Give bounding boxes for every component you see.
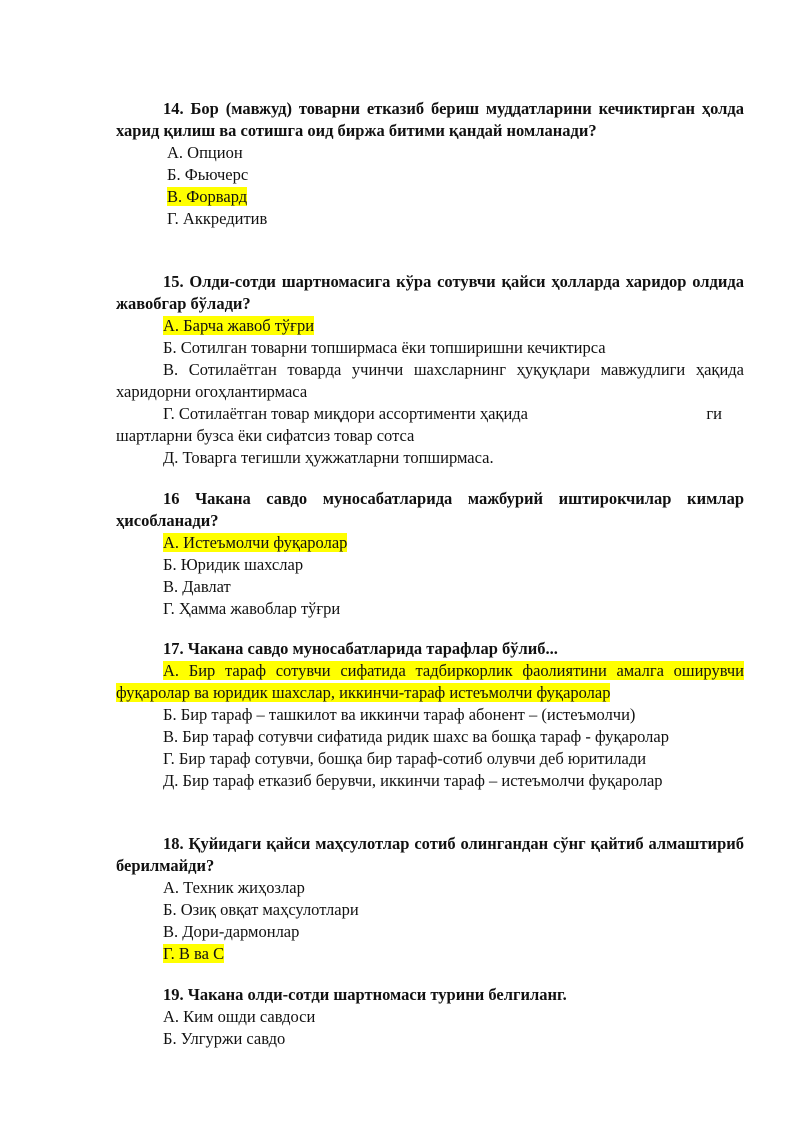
question-14-text: 14. Бор (мавжуд) товарни етказиб бериш муддатларини кечиктирган ҳолда харид қилиш ва сотишга оид биржа битими қандай номланади? (116, 99, 744, 140)
question-15 (116, 271, 744, 469)
question-18-option-d (116, 943, 744, 965)
question-15-text: 15. Олди-сотди шартномасига кўра сотувчи қайси ҳолларда харидор олдида жавобгар бўлади? (116, 272, 744, 313)
highlighted-answer: В. Форвард (167, 187, 248, 206)
highlighted-answer: А. Бир тараф сотувчи сифатида тадбиркорлик фаолиятини амалга оширувчи фуқаролар ва юридик шахслар, иккинчи-тараф истеъмолчи фуқаролар (116, 661, 744, 702)
question-19-option-b: Б. Улгуржи савдо (163, 1029, 286, 1048)
question-15-option-b: Б. Сотилган товарни топширмаса ёки топширишни кечиктирса (163, 338, 606, 357)
question-17-text: 17. Чакана савдо муносабатларида тарафлар бўлиб... (163, 639, 558, 658)
highlighted-answer: Г. В ва С (163, 944, 225, 963)
question-18-option-a: А. Техник жиҳозлар (163, 878, 305, 897)
question-16-option-c: В. Давлат (163, 577, 231, 596)
question-19 (116, 984, 744, 1050)
question-15-option-d-cont: шартларни бузса ёки сифатсиз товар сотса (116, 426, 415, 445)
question-19-text: 19. Чакана олди-сотди шартномаси турини белгиланг. (163, 985, 567, 1004)
question-18-text: 18. Қуйидаги қайси маҳсулотлар сотиб олингандан сўнг қайтиб алмаштириб берилмайди? (116, 834, 744, 875)
question-18 (116, 833, 744, 965)
question-15-option-d: Г. Сотилаётган товар миқдори ассортименти ҳақида ги (163, 404, 722, 423)
question-17-option-d: Г. Бир тараф сотувчи, бошқа бир тараф-сотиб олувчи деб юритилади (163, 749, 647, 768)
question-17-option-b: Б. Бир тараф – ташкилот ва иккинчи тараф абонент – (истеъмолчи) (163, 705, 636, 724)
question-19-option-a: А. Ким ошди савдоси (163, 1007, 316, 1026)
highlighted-answer: А. Истеъмолчи фуқаролар (163, 533, 348, 552)
highlighted-answer: А. Барча жавоб тўғри (163, 316, 315, 335)
question-18-option-b: Б. Озиқ овқат маҳсулотлари (163, 900, 359, 919)
question-15-option-a (116, 315, 744, 337)
question-16-text: 16 Чакана савдо муносабатларида мажбурий иштирокчилар кимлар ҳисобланади? (116, 489, 744, 530)
question-17-option-a (116, 660, 744, 704)
question-14-option-c (116, 186, 744, 208)
question-16-option-a (116, 532, 744, 554)
question-16 (116, 488, 744, 620)
question-17-option-e: Д. Бир тараф етказиб берувчи, иккинчи тараф – истеъмолчи фуқаролар (163, 771, 663, 790)
question-18-option-c: В. Дори-дармонлар (163, 922, 300, 941)
question-16-option-d: Г. Ҳамма жавоблар тўғри (163, 599, 341, 618)
question-14-option-b: Б. Фьючерс (167, 165, 249, 184)
question-14-option-d: Г. Аккредитив (167, 209, 268, 228)
question-14-option-a: А. Опцион (167, 143, 243, 162)
question-17 (116, 638, 744, 792)
question-17-option-c: В. Бир тараф сотувчи сифатида ридик шахс ва бошқа тараф - фуқаролар (163, 727, 669, 746)
question-16-option-b: Б. Юридик шахслар (163, 555, 304, 574)
question-15-option-e: Д. Товарга тегишли ҳужжатларни топширмаса. (163, 448, 494, 467)
question-14 (116, 98, 744, 230)
question-15-option-c: В. Сотилаётган товарда учинчи шахсларнинг ҳуқуқлари мавжудлиги ҳақида харидорни огоҳлантирмаса (116, 360, 744, 401)
